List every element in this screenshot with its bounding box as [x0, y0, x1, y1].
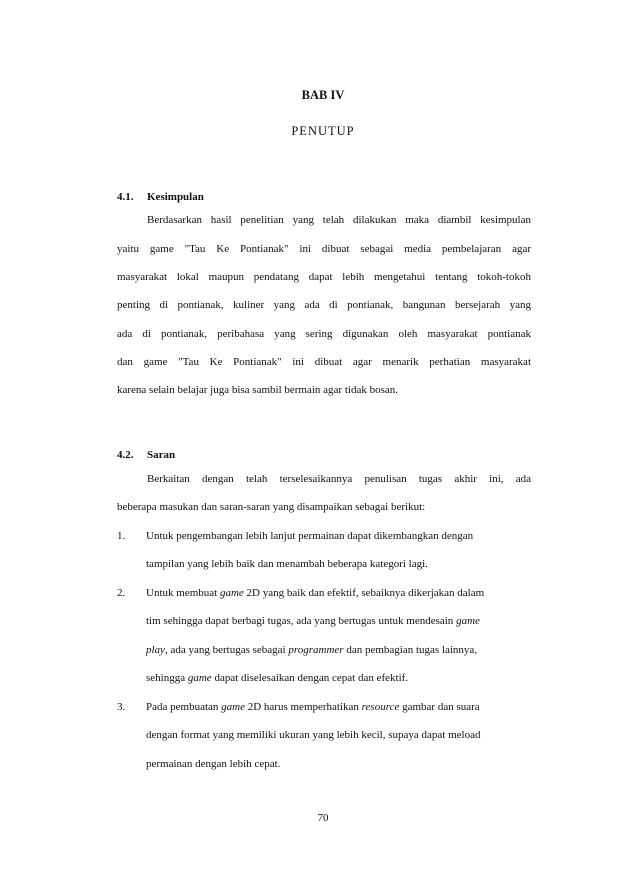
paragraph-line: Berdasarkan hasil penelitian yang telah dilakukan maka diambil kesimpulan	[147, 214, 531, 226]
section-title: Kesimpulan	[147, 191, 204, 203]
page-number: 70	[317, 812, 329, 824]
chapter-title: PENUTUP	[291, 124, 355, 138]
paragraph-line: penting di pontianak, kuliner yang ada di pontianak, bangunan bersejarah yang	[117, 299, 531, 311]
list-text-continued: tim sehingga dapat berbagi tugas, ada yang bertugas untuk mendesain game	[146, 615, 480, 627]
section-number: 4.2.	[117, 449, 134, 461]
list-text: Pada pembuatan game 2D harus memperhatikan resource gambar dan suara	[146, 701, 480, 713]
list-text-continued: play, ada yang bertugas sebagai programmer dan pembagian tugas lainnya,	[146, 644, 478, 656]
list-text-continued: permainan dengan lebih cepat.	[146, 758, 281, 770]
list-number: 1.	[117, 530, 126, 542]
paragraph-line: Berkaitan dengan telah terselesaikannya penulisan tugas akhir ini, ada	[147, 473, 531, 485]
chapter-label: BAB IV	[301, 88, 345, 102]
list-text-continued: sehingga game dapat diselesaikan dengan cepat dan efektif.	[146, 672, 409, 684]
section-heading-kesimpulan	[117, 191, 204, 203]
list-text: Untuk pengembangan lebih lanjut permainan dapat dikembangkan dengan	[146, 530, 474, 542]
paragraph-line: karena selain belajar juga bisa sambil bermain agar tidak bosan.	[117, 384, 399, 396]
section-number: 4.1.	[117, 191, 134, 203]
section-title: Saran	[147, 449, 176, 461]
paragraph-line: yaitu game "Tau Ke Pontianak" ini dibuat sebagai media pembelajaran agar	[117, 243, 531, 255]
list-number: 3.	[117, 701, 126, 713]
paragraph-line: dan game "Tau Ke Pontianak" ini dibuat agar menarik perhatian masyarakat	[117, 356, 531, 368]
section-heading-saran	[117, 449, 175, 461]
list-text-continued: dengan format yang memiliki ukuran yang lebih kecil, supaya dapat meload	[146, 729, 481, 741]
list-text: Untuk membuat game 2D yang baik dan efektif, sebaiknya dikerjakan dalam	[146, 587, 485, 599]
paragraph-line: masyarakat lokal maupun pendatang dapat lebih mengetahui tentang tokoh-tokoh	[117, 271, 531, 283]
list-text-continued: tampilan yang lebih baik dan menambah beberapa kategori lagi.	[146, 558, 428, 570]
paragraph-line: beberapa masukan dan saran-saran yang disampaikan sebagai berikut:	[117, 501, 426, 513]
paragraph-line: ada di pontianak, peribahasa yang sering digunakan oleh masyarakat pontianak	[117, 328, 531, 340]
list-number: 2.	[117, 587, 126, 599]
